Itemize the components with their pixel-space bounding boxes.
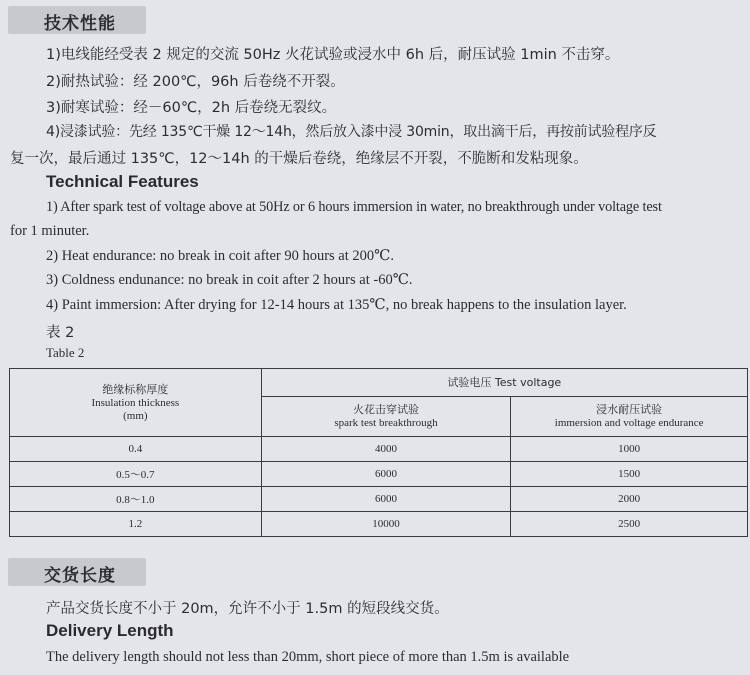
header-immersion-test: [511, 397, 748, 437]
header-insulation-thickness: [10, 369, 262, 437]
tech-en-item-3: 3) Coldness endunance: no break in coit after 2 hours at -60℃.: [46, 272, 413, 288]
header-spark-zh: 火花击穿试验: [352, 403, 419, 416]
table-row: [10, 462, 748, 487]
tech-en-item-1-cont: for 1 minuter.: [10, 223, 90, 239]
delivery-length-heading: Delivery Length: [46, 621, 174, 640]
tech-zh-item-1: 1)电线能经受表 2 规定的交流 50Hz 火花试验或浸水中 6h 后，耐压试验 1min 不击穿。: [46, 47, 620, 63]
header-insulation-en: Insulation thickness: [91, 396, 180, 409]
cell-spark: 6000: [261, 462, 511, 487]
table-row: [10, 512, 748, 537]
tech-zh-item-4: 4)浸漆试验：先经 135℃干燥 12～14h，然后放入漆中浸 30min，取出滴干后，再按前试验程序反: [46, 124, 657, 140]
cell-spark: 4000: [261, 437, 511, 462]
cell-immersion: 1000: [511, 437, 748, 462]
table-row: [10, 487, 748, 512]
header-immersion-en: immersion and voltage endurance: [554, 417, 704, 429]
cell-thickness: 0.4: [10, 437, 262, 462]
tech-zh-item-4-cont: 复一次，最后通过 135℃，12～14h 的干燥后卷绕，绝缘层不开裂，不脆断和发粘现象。: [10, 151, 588, 167]
tech-zh-item-2: 2)耐热试验：经 200℃，96h 后卷绕不开裂。: [46, 74, 345, 90]
delivery-zh-text: 产品交货长度不小于 20m，允许不小于 1.5m 的短段线交货。: [46, 601, 449, 617]
cell-thickness: 0.5～0.7: [10, 462, 262, 487]
section-title-zh: 技术性能: [44, 14, 116, 34]
cell-immersion: 2000: [511, 487, 748, 512]
section-header-delivery: [8, 558, 146, 586]
tech-zh-item-3: 3)耐寒试验：经－60℃，2h 后卷绕无裂纹。: [46, 100, 337, 116]
table-row: [10, 437, 748, 462]
header-insulation-unit: (mm): [123, 409, 148, 422]
delivery-en-text: The delivery length should not less than 20mm, short piece of more than 1.5m is available: [46, 649, 570, 665]
header-immersion-zh: 浸水耐压试验: [596, 403, 663, 416]
cell-spark: 10000: [261, 512, 511, 537]
tech-en-item-1: 1) After spark test of voltage above at 50Hz or 6 hours immersion in water, no breakthrough under voltage test: [46, 199, 662, 215]
header-test-voltage: 试验电压 Test voltage: [261, 369, 747, 397]
cell-thickness: 1.2: [10, 512, 262, 537]
section-header-technical: [8, 6, 146, 34]
header-spark-en: spark test breakthrough: [334, 417, 438, 429]
cell-thickness: 0.8～1.0: [10, 487, 262, 512]
cell-immersion: 2500: [511, 512, 748, 537]
cell-spark: 6000: [261, 487, 511, 512]
header-spark-test: [261, 397, 511, 437]
cell-immersion: 1500: [511, 462, 748, 487]
table-label-en: Table 2: [46, 345, 85, 360]
section-title-zh: 交货长度: [44, 566, 116, 586]
test-voltage-table: [9, 368, 748, 537]
tech-en-item-2: 2) Heat endurance: no break in coit after 90 hours at 200℃.: [46, 248, 394, 264]
table-label-zh: 表 2: [46, 325, 75, 341]
header-insulation-zh: 绝缘标称厚度: [102, 382, 169, 396]
technical-features-heading: Technical Features: [46, 172, 199, 191]
tech-en-item-4: 4) Paint immersion: After drying for 12-14 hours at 135℃, no break happens to the insulation layer.: [46, 297, 627, 313]
